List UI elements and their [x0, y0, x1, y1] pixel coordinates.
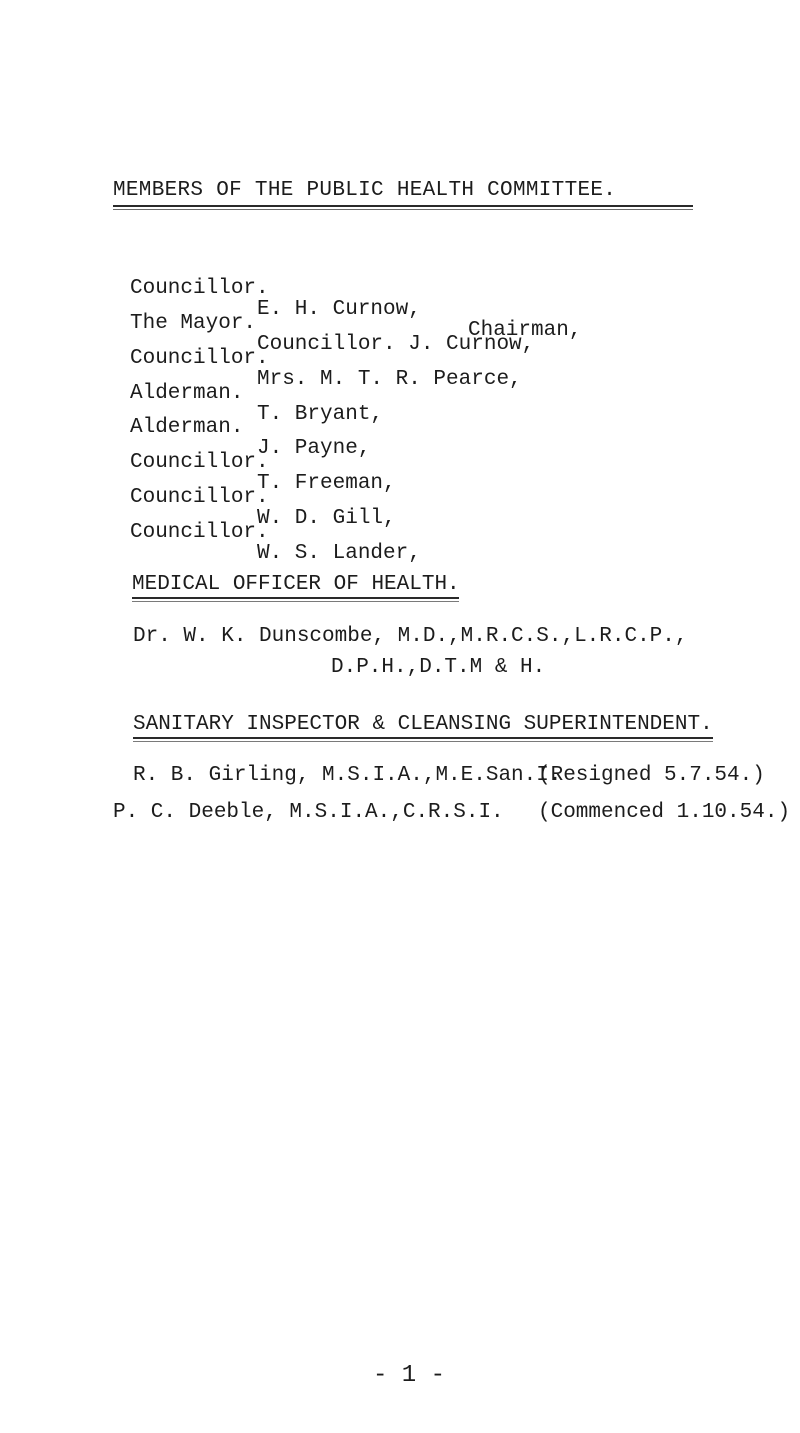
page-number: - 1 - [373, 1362, 446, 1389]
member-role: Alderman. [130, 382, 244, 405]
inspector-entry-note: (Resigned 5.7.54.) [538, 764, 765, 787]
inspector-entry-name: R. B. Girling, M.S.I.A.,M.E.San.I. [133, 764, 562, 787]
member-role: Councillor. [130, 486, 269, 509]
medical-officer-underline [132, 597, 459, 599]
inspector-entry-note: (Commenced 1.10.54.) [538, 801, 791, 824]
sanitary-inspector-underline [133, 737, 713, 739]
member-name: J. Payne, [257, 437, 371, 460]
committee-heading: MEMBERS OF THE PUBLIC HEALTH COMMITTEE. [113, 179, 617, 202]
member-name: Mrs. M. T. R. Pearce, [257, 368, 522, 391]
member-role: The Mayor. [130, 312, 257, 335]
member-role: Councillor. [130, 277, 269, 300]
inspector-entry-name: P. C. Deeble, M.S.I.A.,C.R.S.I. [113, 801, 504, 824]
member-post: Chairman, [468, 319, 582, 342]
medical-officer-qualifications: D.P.H.,D.T.M & H. [331, 656, 546, 679]
member-name: T. Bryant, [257, 403, 384, 426]
member-role: Councillor. [130, 451, 269, 474]
member-name: Councillor. J. Curnow, [257, 333, 535, 356]
member-name: W. D. Gill, [257, 507, 396, 530]
member-name: T. Freeman, [257, 472, 396, 495]
member-role: Councillor. [130, 347, 269, 370]
heading-underline [113, 205, 693, 207]
medical-officer-name: Dr. W. K. Dunscombe, M.D.,M.R.C.S.,L.R.C.P., [133, 625, 688, 648]
sanitary-inspector-heading: SANITARY INSPECTOR & CLEANSING SUPERINTENDENT. [133, 713, 713, 736]
medical-officer-heading: MEDICAL OFFICER OF HEALTH. [132, 573, 460, 596]
member-role: Alderman. [130, 416, 244, 439]
member-role: Councillor. [130, 521, 269, 544]
member-row [130, 362, 384, 426]
member-name: W. S. Lander, [257, 542, 421, 565]
member-name: E. H. Curnow, [257, 298, 421, 321]
